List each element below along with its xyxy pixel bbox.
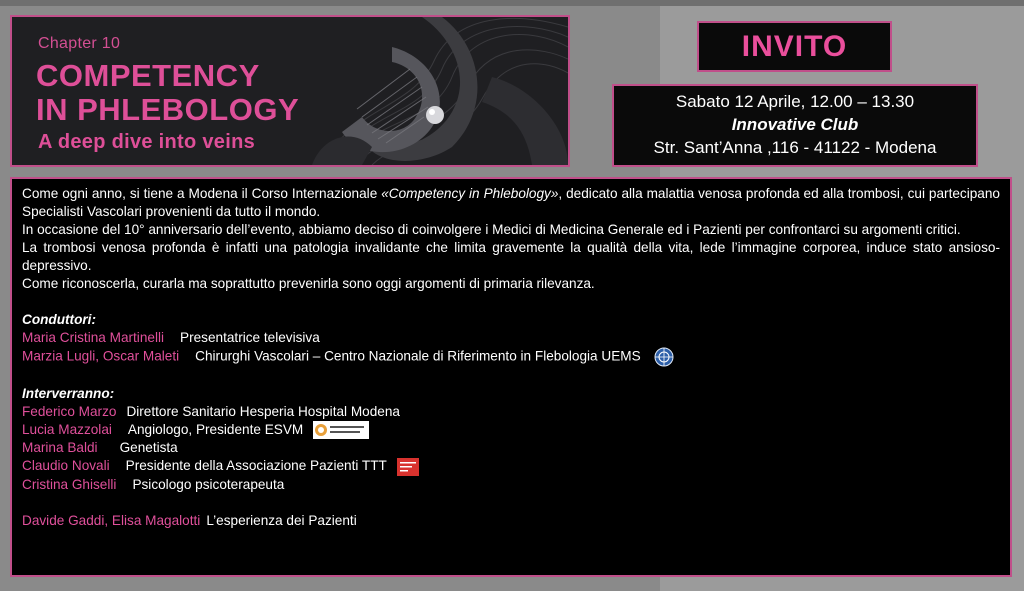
speaker-row	[22, 476, 1000, 494]
intro-text: Come ogni anno, si tiene a Modena il Corso Internazionale	[22, 186, 382, 201]
course-name: «Competency in Phlebology»	[381, 186, 559, 201]
person-role: L’esperienza dei Pazienti	[206, 512, 357, 528]
person-role: Chirurghi Vascolari – Centro Nazionale di Riferimento in Flebologia UEMS	[195, 348, 641, 364]
chapter-label: Chapter 10	[38, 35, 121, 52]
person-role: Presentatrice televisiva	[180, 330, 320, 345]
speaker-row	[22, 403, 1000, 421]
patients-row	[22, 512, 1000, 530]
banner-title-line2: IN PHLEBOLOGY	[36, 92, 300, 127]
person-name: Cristina Ghiselli	[22, 476, 117, 492]
person-role: Angiologo, Presidente ESVM	[127, 422, 304, 437]
person-name: Claudio Novali	[22, 458, 110, 474]
intro-paragraph-3: La trombosi venosa profonda è infatti una patologia invalidante che limita gravemente la qualità della vita, lede l’immagine corporea, induce stato ansioso-depressivo.	[22, 240, 1000, 273]
speaker-row	[22, 439, 1000, 457]
event-venue: Innovative Club	[731, 115, 859, 134]
intro-paragraph-2: In occasione del 10° anniversario dell’evento, abbiamo deciso di coinvolgere i Medici di Medicina Generale ed i Pazienti per confrontarci su argomenti critici.	[22, 222, 961, 237]
person-name: Davide Gaddi, Elisa Magalotti	[22, 512, 201, 528]
person-name: Marzia Lugli, Oscar Maleti	[22, 348, 180, 364]
person-role: Direttore Sanitario Hesperia Hospital Modena	[126, 404, 400, 419]
person-name: Maria Cristina Martinelli	[22, 330, 165, 345]
person-role: Genetista	[119, 440, 178, 456]
conduttore-row	[22, 329, 1000, 347]
uems-logo-icon	[654, 347, 674, 367]
invito-badge: INVITO	[697, 21, 892, 72]
banner	[10, 15, 570, 167]
intro-text-cont: , dedicato alla malattia venosa profonda ed alla trombosi, cui partecipano Specialisti Vascolari provenienti da tutto il mondo.	[22, 186, 1000, 219]
person-role: Presidente della Associazione Pazienti TTT	[125, 458, 387, 474]
main-content-box	[10, 177, 1012, 577]
speaker-row	[22, 421, 1000, 439]
person-name: Federico Marzo	[22, 404, 117, 419]
interverranno-heading: Interverranno:	[22, 386, 115, 401]
top-strip	[0, 0, 1024, 6]
speaker-row	[22, 457, 1000, 475]
event-info-box	[612, 84, 978, 167]
event-date: Sabato 12 Aprile, 12.00 – 13.30	[675, 92, 915, 111]
person-role: Psicologo psicoterapeuta	[132, 476, 285, 492]
intro-paragraph-4: Come riconoscerla, curarla ma soprattutto prevenirla sono oggi argomenti di primaria rilevanza.	[22, 276, 595, 291]
banner-subtitle: A deep dive into veins	[38, 131, 256, 153]
event-address: Str. Sant’Anna ,116 - 41122 - Modena	[653, 138, 937, 157]
banner-title-line1: COMPETENCY	[36, 58, 260, 93]
person-name: Marina Baldi	[22, 440, 98, 456]
person-name: Lucia Mazzolai	[22, 422, 112, 437]
intro-paragraph-1	[22, 185, 1000, 221]
ttt-logo-icon	[397, 458, 419, 476]
conduttori-heading: Conduttori:	[22, 312, 96, 327]
esvm-logo-icon	[313, 421, 369, 439]
conduttore-row	[22, 347, 1000, 367]
